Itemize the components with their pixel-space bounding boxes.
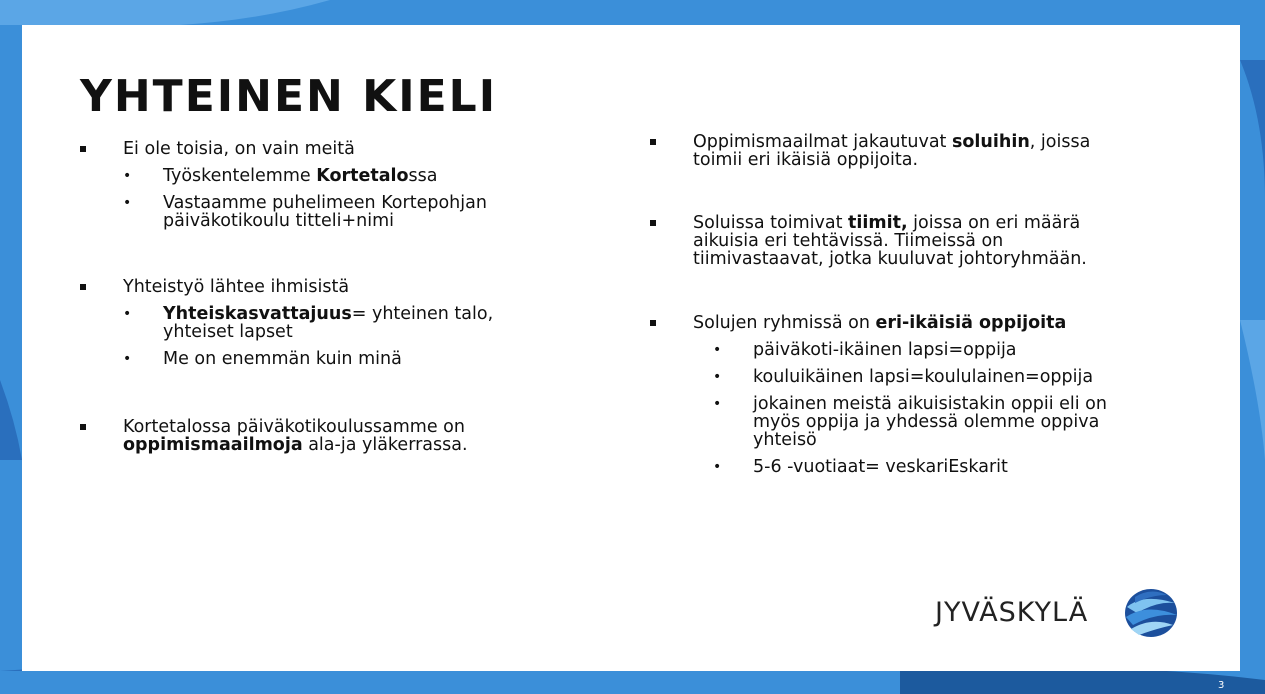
bullet-line: Kortetalossa päiväkotikoulussamme on <box>123 417 465 437</box>
page-number: 3 <box>1218 680 1225 691</box>
dot-bullet-icon: • <box>713 369 722 385</box>
bullet-text-post: joissa on eri määrä <box>907 213 1081 233</box>
bullet-text: Yhteistyö lähtee ihmisistä <box>123 277 350 297</box>
sub-bullet-text-bold: Yhteiskasvattajuus <box>163 304 352 324</box>
bullet-text-pre: Solujen ryhmissä on <box>693 313 876 333</box>
wave-logo-icon <box>1123 585 1179 641</box>
dot-bullet-icon: • <box>123 168 132 184</box>
sub-bullet-item <box>80 194 580 230</box>
bullet-item <box>80 278 580 296</box>
sub-bullet-item <box>650 395 1170 449</box>
sub-bullet-text: = yhteinen talo, <box>351 304 494 324</box>
bullet-text: Ei ole toisia, on vain meitä <box>123 139 355 159</box>
slide-title: YHTEINEN KIELI <box>80 71 498 122</box>
sub-bullet-item <box>650 341 1170 359</box>
sub-bullet-item <box>650 368 1170 386</box>
square-bullet-icon <box>80 424 86 430</box>
square-bullet-icon <box>650 320 656 326</box>
bullet-text: ala-ja yläkerrassa. <box>302 435 468 455</box>
dot-bullet-icon: • <box>713 396 722 412</box>
sub-bullet-item <box>650 458 1170 476</box>
bullet-line: tiimivastaavat, jotka kuuluvat johtoryhmään. <box>693 249 1087 269</box>
sub-bullet-line: päiväkotikoulu titteli+nimi <box>163 211 395 231</box>
bullet-text-bold: eri-ikäisiä oppijoita <box>875 313 1067 333</box>
sub-bullet-item <box>80 350 580 368</box>
sub-bullet-line: yhteiset lapset <box>163 322 293 342</box>
bullet-item <box>80 140 580 158</box>
sub-bullet-text-post: ssa <box>408 166 438 186</box>
sub-bullet-item <box>80 305 580 341</box>
bullet-item <box>650 133 1170 169</box>
bullet-text-bold: oppimismaailmoja <box>123 435 303 455</box>
bullet-item <box>80 418 580 454</box>
dot-bullet-icon: • <box>123 351 132 367</box>
dot-bullet-icon: • <box>713 459 722 475</box>
sub-bullet-line: Vastaamme puhelimeen Kortepohjan <box>163 193 487 213</box>
square-bullet-icon <box>650 220 656 226</box>
square-bullet-icon <box>650 139 656 145</box>
right-column <box>650 133 1170 476</box>
sub-bullet-item <box>80 167 580 185</box>
bullet-line: aikuisia eri tehtävissä. Tiimeissä on <box>693 231 1004 251</box>
sub-bullet-line: yhteisö <box>753 430 817 450</box>
bullet-text-bold: tiimit, <box>848 213 908 233</box>
jyvaskyla-logo <box>935 585 1175 645</box>
sub-bullet-text: Me on enemmän kuin minä <box>163 349 402 369</box>
sub-bullet-text-pre: Työskentelemme <box>163 166 317 186</box>
sub-bullet-text: 5-6 -vuotiaat= veskariEskarit <box>753 457 1008 477</box>
bullet-item <box>650 314 1170 332</box>
sub-bullet-line: jokainen meistä aikuisistakin oppii eli on <box>753 394 1107 414</box>
square-bullet-icon <box>80 146 86 152</box>
dot-bullet-icon: • <box>123 306 132 322</box>
bullet-text-bold: soluihin <box>951 132 1030 152</box>
dot-bullet-icon: • <box>123 195 132 211</box>
square-bullet-icon <box>80 284 86 290</box>
sub-bullet-text: kouluikäinen lapsi=koululainen=oppija <box>753 367 1094 387</box>
left-column <box>80 140 580 454</box>
bullet-item <box>650 214 1170 268</box>
bullet-text-pre: Oppimismaailmat jakautuvat <box>693 132 952 152</box>
bullet-text-post: , joissa <box>1029 132 1091 152</box>
sub-bullet-text: päiväkoti-ikäinen lapsi=oppija <box>753 340 1017 360</box>
bullet-line: toimii eri ikäisiä oppijoita. <box>693 150 919 170</box>
sub-bullet-text-bold: Kortetalo <box>316 166 409 186</box>
sub-bullet-line: myös oppija ja yhdessä olemme oppiva <box>753 412 1100 432</box>
dot-bullet-icon: • <box>713 342 722 358</box>
logo-text: JYVÄSKYLÄ <box>935 597 1089 628</box>
bullet-text-pre: Soluissa toimivat <box>693 213 848 233</box>
